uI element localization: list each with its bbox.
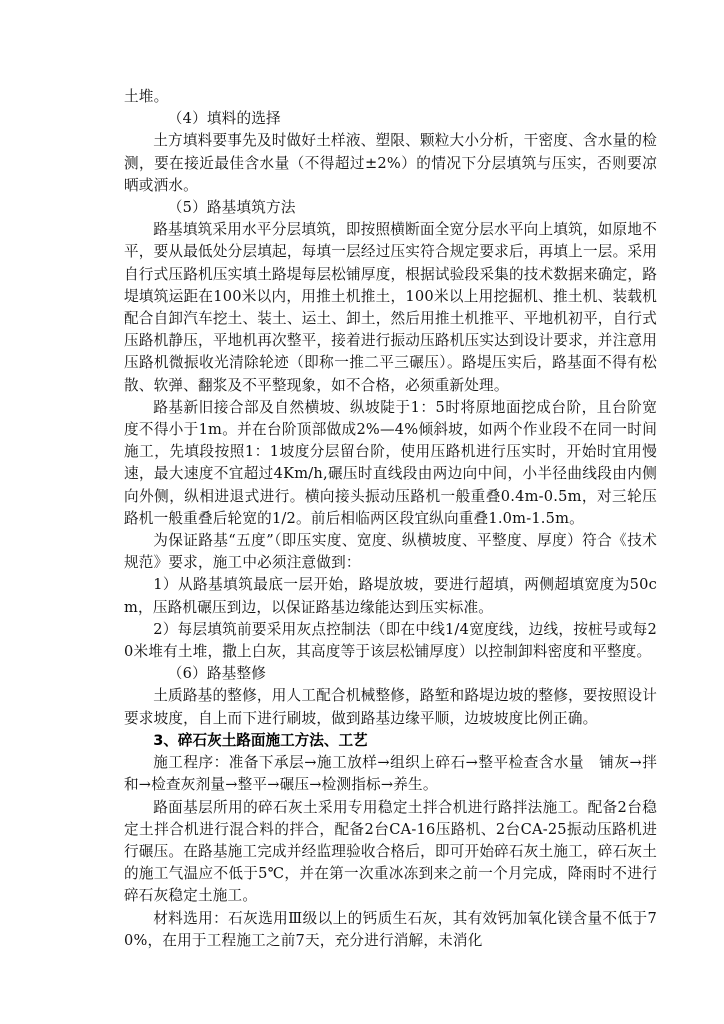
subheading-fill-material: （4）填料的选择 (167, 110, 281, 128)
paragraph-fill-material: 土方填料要事先及时做好土样液、塑限、颗粒大小分析，干密度、含水量的检测，要在接近最佳含水量（不得超过±2%）的情况下分层填筑与压实，否则要凉晒或洒水。 (124, 132, 657, 194)
paragraph-subgrade-finishing: 土质路基的整修，用人工配合机械整修，路堑和路堤边坡的整修，要按照设计要求坡度，自上而下进行刷坡，做到路基边缘平顺，边坡坡度比例正确。 (124, 687, 657, 727)
subheading-fill-method: （5）路基填筑方法 (167, 199, 296, 217)
list-item-1: 1）从路基填筑最底一层开始，路堤放坡，要进行超填，两侧超填宽度为50cm，压路机碾压到边，以保证路基边缘能达到压实标准。 (124, 576, 657, 616)
subheading-subgrade-finishing: （6）路基整修 (167, 665, 267, 683)
paragraph-construction-procedure: 施工程序：准备下承层→施工放样→组织上碎石→整平检查含水量 铺灰→拌和→检查灰剂量→整平→碾压→检测指标→养生。 (124, 754, 657, 794)
section-heading-gravel-lime-soil: 3、碎石灰土路面施工方法、工艺 (153, 731, 368, 749)
paragraph-fill-method: 路基填筑采用水平分层填筑，即按照横断面全宽分层水平向上填筑，如原地不平，要从最低处分层填起，每填一层经过压实符合规定要求后，再填上一层。采用自行式压路机压实填土路堤每层松铺厚度，根据试验段采集的技术数据来确定，路堤填筑运距在100米以内，用推土机推土，100米以上用挖掘机、推土机、装载机配合自卸汽车挖土、装土、运土、卸土，然后用推土机推平、平地机初平，自行式压路机静压，平地机再次整平，接着进行振动压路机压实达到设计要求，并注意用压路机微振收光清除轮迹（即称一推二平三碾压）。路堤压实后，路基面不得有松散、软弹、翻浆及不平整现象，如不合格，必须重新处理。 (124, 221, 657, 394)
paragraph-material-selection: 材料选用：石灰选用Ⅲ级以上的钙质生石灰，其有效钙加氧化镁含量不低于70%，在用于工程施工之前7天，充分进行消解，未消化 (124, 909, 657, 949)
list-item-2: 2）每层填筑前要采用灰点控制法（即在中线1/4宽度线，边线，按桩号或每20米堆有土堆，撒上白灰，其高度等于该层松铺厚度）以控制卸料密度和平整度。 (124, 620, 657, 661)
paragraph-slope-joint: 路基新旧接合部及自然横坡、纵坡陡于1：5时将原地面挖成台阶，且台阶宽度不得小于1m。并在台阶顶部做成2%—4%倾斜坡，如两个作业段不在同一时间施工，先填段按照1：1坡度分层留台阶，使用压路机进行压实时，开始时宜用慢速，最大速度不宜超过4Km/h,碾压时直线段由两边向中间，小半径曲线段由内侧向外侧，纵相进退式进行。横向接头振动压路机一般重叠0.4m-0.5m，对三轮压路机一般重叠后轮宽的1/2。前后相临两区段宜纵向重叠1.0m-1.5m。 (124, 398, 657, 527)
paragraph-continuation: 土堆。 (124, 88, 169, 105)
document-body (124, 86, 657, 952)
paragraph-five-degrees: 为保证路基“五度”（即压实度、宽度、纵横坡度、平整度、厚度）符合《技术规范》要求，施工中必须注意做到： (124, 532, 657, 572)
paragraph-road-mix: 路面基层所用的碎石灰土采用专用稳定土拌合机进行路拌法施工。配备2台稳定土拌合机进行混合料的拌合，配备2台CA-16压路机、2台CA-25振动压路机进行碾压。在路基施工完成并经监理验收合格后，即可开始碎石灰土施工，碎石灰土的施工气温应不低于5℃，并在第一次重冰冻到来之前一个月完成，降雨时不进行碎石灰稳定土施工。 (124, 798, 657, 905)
